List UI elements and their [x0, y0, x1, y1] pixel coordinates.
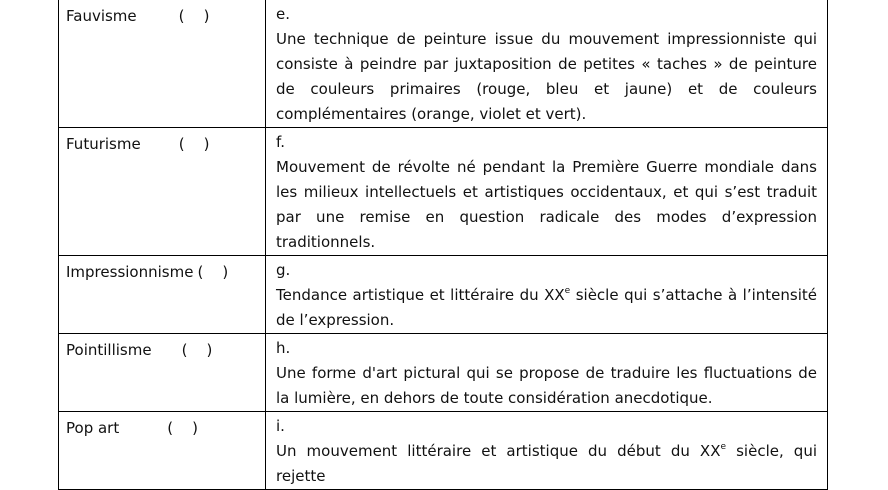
- definition-text: Mouvement de révolte né pendant la Première Guerre mondiale dans les milieux intellectuels et artistiques occidentaux, et qui s’est traduit par une remise en question radicale des modes d’expression traditionnels.: [276, 158, 817, 251]
- definition-cell: [266, 0, 828, 128]
- term-label: Pop art: [66, 419, 120, 437]
- table-row: [59, 412, 828, 490]
- term-label: Impressionnisme: [66, 263, 194, 281]
- definition-text: Une technique de peinture issue du mouvement impressionniste qui consiste à peindre par juxtaposition de petites « taches » de peinture de couleurs primaires (rouge, bleu et jaune) et de couleurs complémentaires (orange, violet et vert).: [276, 30, 817, 123]
- answer-blank[interactable]: ( ): [178, 7, 210, 25]
- definition-cell: [266, 412, 828, 490]
- term-label: Pointillisme: [66, 341, 152, 359]
- definition-text: Une forme d'art pictural qui se propose de traduire les fluctuations de la lumière, en dehors de toute considération anecdotique.: [276, 364, 817, 407]
- table-row: [59, 256, 828, 334]
- answer-blank[interactable]: ( ): [178, 135, 210, 153]
- definition-letter: i.: [276, 417, 285, 435]
- matching-table: [58, 0, 828, 490]
- definition-cell: [266, 128, 828, 256]
- definition-text: Un mouvement littéraire et artistique du début du XXe siècle, qui rejette: [276, 442, 818, 485]
- definition-cell: [266, 256, 828, 334]
- term-cell: [59, 128, 266, 256]
- definition-letter: g.: [276, 261, 291, 279]
- term-cell: [59, 334, 266, 412]
- term-cell: [59, 412, 266, 490]
- definition-letter: h.: [276, 339, 291, 357]
- term-cell: [59, 0, 266, 128]
- answer-blank[interactable]: ( ): [167, 419, 198, 437]
- term-cell: [59, 256, 266, 334]
- definition-letter: e.: [276, 5, 290, 23]
- answer-blank[interactable]: ( ): [197, 263, 229, 281]
- term-label: Futurisme: [66, 135, 141, 153]
- table-row: [59, 334, 828, 412]
- table-row: [59, 128, 828, 256]
- definition-cell: [266, 334, 828, 412]
- definition-letter: f.: [276, 133, 285, 151]
- term-label: Fauvisme: [66, 7, 137, 25]
- table-row: [59, 0, 828, 128]
- answer-blank[interactable]: ( ): [181, 341, 213, 359]
- definition-text: Tendance artistique et littéraire du XXe siècle qui s’attache à l’intensité de l’expression.: [276, 286, 817, 329]
